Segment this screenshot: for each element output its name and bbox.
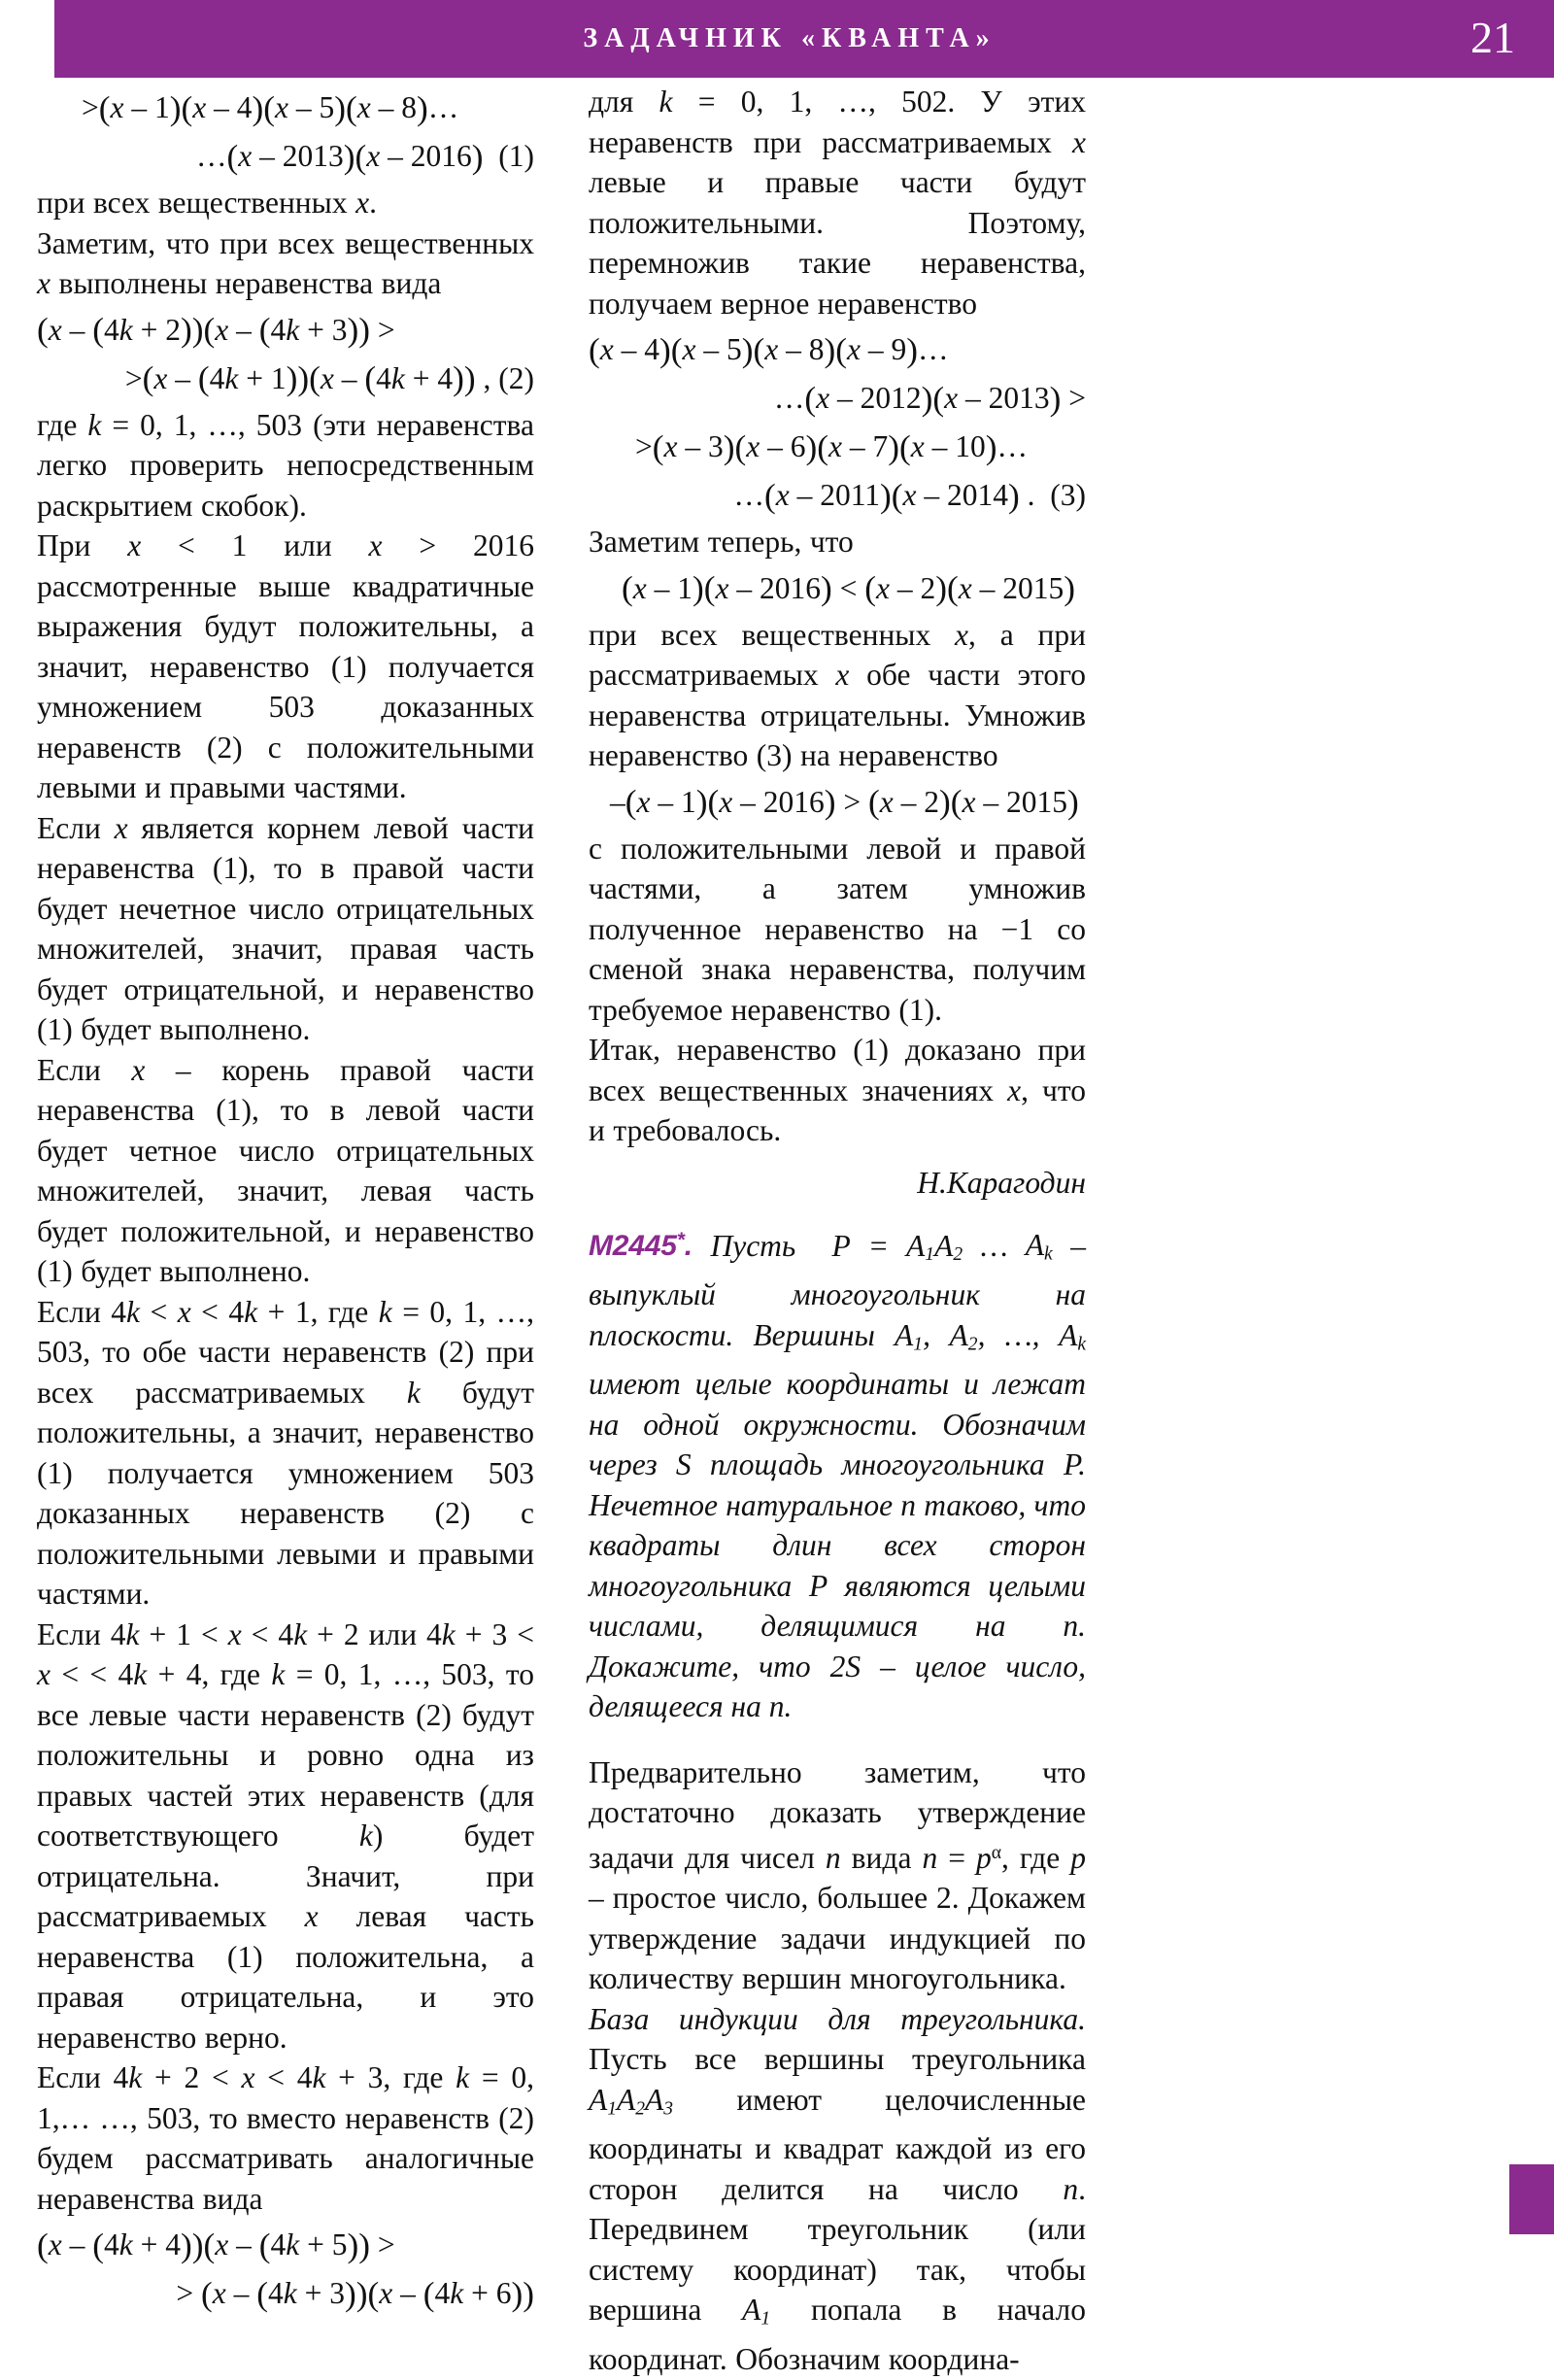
equation-3b: > (x – (4k + 3))(x – (4k + 6))	[176, 2274, 534, 2313]
paragraph-right-6: Предварительно заметим, что достаточно доказать утверждение задачи для чисел n вида $n = p^\alpha$, где p – простое число, большее 2. Докажем утверждение задачи индукцией по количеству вершин многоугольника.	[589, 1754, 1086, 1996]
paragraph-left-2: Заметим, что при всех вещественных x выполнены неравенства вида	[37, 225, 534, 300]
paragraph-left-6: Если x – корень правой части неравенства (1), то в левой части будет четное число отрицательных множителей, значит, левая часть будет положительной, и неравенство (1) будет выполнено.	[37, 1052, 534, 1288]
paragraph-left-5: Если x является корнем левой части неравенства (1), то в правой части будет нечетное число отрицательных множителей, значит, правая часть будет отрицательной, и неравенство (1) будет выполнено.	[37, 810, 534, 1046]
equation-1b: …(x – 2013)(x – 2016) (1)	[196, 137, 534, 176]
paragraph-right-3: при всех вещественных x, а при рассматриваемых x обе части этого неравенства отрицательны. Умножив неравенство (3) на неравенство	[589, 617, 1086, 772]
two-column-body	[0, 82, 1554, 2377]
equation-2b: >(x – (4k + 1))(x – (4k + 4)) , (2)	[124, 359, 534, 398]
paragraph-left-4: При x < 1 или x > 2016 рассмотренные выше квадратичные выражения будут положительны, а значит, неравенство (1) получается умножением 503 доказанных неравенств (2) с положительными левыми и правыми частями.	[37, 528, 534, 804]
equation-r3: –(x – 1)(x – 2016) > (x – 2)(x – 2015)	[610, 783, 1079, 822]
paragraph-right-2: Заметим теперь, что	[589, 525, 854, 559]
induction-base-heading: База индукции для треугольника.	[589, 2001, 1086, 2036]
right-column	[589, 82, 1087, 2377]
paragraph-right-5: Итак, неравенство (1) доказано при всех вещественных значениях x, что и требовалось.	[589, 1033, 1086, 1147]
paragraph-left-1: при всех вещественных x.	[37, 186, 377, 220]
paragraph-left-7: Если 4k < x < 4k + 1, где k = 0, 1, …, 503, то обе части неравенств (2) при всех рассматриваемых k будут положительны, а значит, неравенство (1) получается умножением 503 доказанных неравенств (2) с положительными левыми и правыми частями.	[37, 1294, 534, 1611]
equation-r1a: (x – 4)(x – 5)(x – 8)(x – 9)…	[589, 330, 949, 369]
page-header	[54, 0, 1554, 78]
equation-r1d: …(x – 2011)(x – 2014) . (3)	[733, 476, 1086, 515]
paragraph-left-8: Если 4k + 1 < x < 4k + 2 или 4k + 3 < x < < 4k + 4, где k = 0, 1, …, 503, то все левые части неравенств (2) будут положительны и ровно одна из правых частей этих неравенств (для соответствующего k) будет отрицательна. Значит, при рассматриваемых x левая часть неравенства (1) положительна, а правая отрицательна, и это неравенство верно.	[37, 1616, 535, 2055]
equation-1a: >(x – 1)(x – 4)(x – 5)(x – 8)…	[82, 88, 459, 127]
paragraph-right-1: для k = 0, 1, …, 502. У этих неравенств при рассматриваемых x левые и правые части будут положительными. Поэтому, перемножив такие неравенства, получаем верное неравенство	[589, 85, 1086, 321]
problem-number-label: M2445*.	[589, 1229, 693, 1263]
equation-r1b: …(x – 2012)(x – 2013) >	[773, 379, 1086, 418]
paragraph-left-9: Если 4k + 2 < x < 4k + 3, где k = 0, 1,… …, 503, то вместо неравенств (2) будем рассматривать аналогичные неравенства вида	[37, 2060, 534, 2216]
problem-statement-M2445: M2445*. Пусть $P = A_1A_2$ … $A_k$ – выпуклый многоугольник на плоскости. Вершины $A_1$, $A_2$, …, $A_k$ имеют целые координаты и лежат на одной окружности. Обозначим через S площадь многоугольника P. Нечетное натуральное n таково, что квадраты длин всех сторон многоугольника P являются целыми числами, делящимися на n. Докажите, что 2S – целое число, делящееся на n.	[589, 1228, 1087, 1724]
equation-3a: (x – (4k + 4))(x – (4k + 5)) >	[37, 2226, 395, 2264]
equation-r2: (x – 1)(x – 2016) < (x – 2)(x – 2015)	[622, 569, 1075, 608]
equation-2a: (x – (4k + 2))(x – (4k + 3)) >	[37, 311, 395, 350]
page-corner-mark	[1509, 2164, 1554, 2234]
paragraph-right-4: с положительными левой и правой частями, а затем умножив полученное неравенство на −1 со сменой знака неравенства, получим требуемое неравенство (1).	[589, 831, 1086, 1027]
paragraph-right-7: База индукции для треугольника. Пусть все вершины треугольника $A_1A_2A_3$ имеют целочисленные координаты и квадрат каждой из его сторон делится на число n. Передвинем треугольник (или систему координат) так, чтобы вершина $A_1$ попала в начало координат. Обозначим координа-	[589, 2001, 1086, 2377]
paragraph-left-3: где k = 0, 1, …, 503 (эти неравенства легко проверить непосредственным раскрытием скобок).	[37, 407, 534, 523]
page-number: 21	[1470, 13, 1515, 62]
page-title: ЗАДАЧНИК «КВАНТА»	[583, 23, 997, 53]
left-column	[37, 82, 535, 2313]
author-signature: Н.Карагодин	[917, 1165, 1086, 1200]
equation-r1c: >(x – 3)(x – 6)(x – 7)(x – 10)…	[635, 427, 1028, 466]
